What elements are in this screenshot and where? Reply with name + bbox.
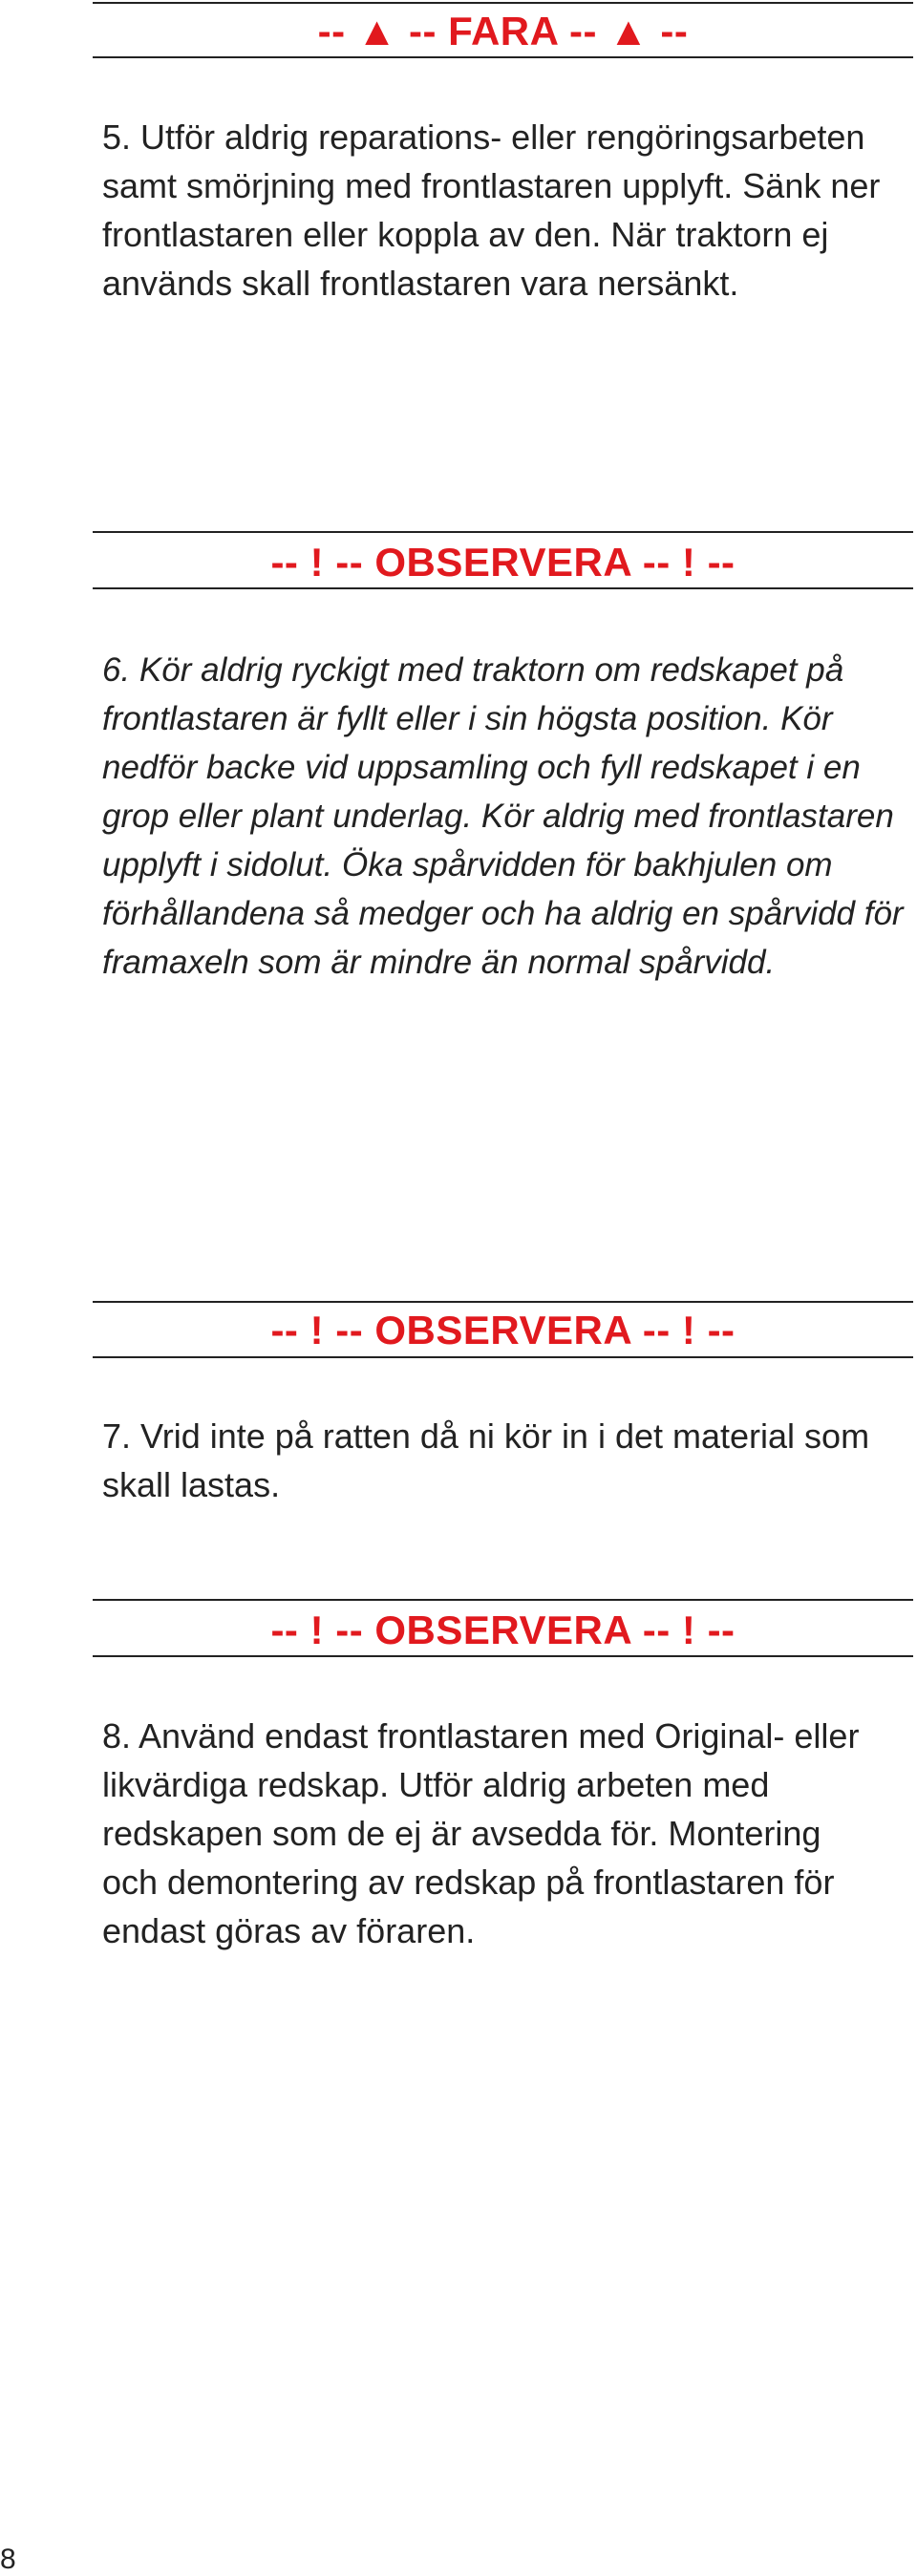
section-3-bottom-rule: [93, 1356, 913, 1358]
paragraph-5: 5. Utför aldrig reparations- eller rengöringsarbeten samt smörjning med frontlastaren upplyft. Sänk ner frontlastaren eller koppla av den. När traktorn ej används skall frontlastaren vara nersänkt.: [102, 117, 881, 303]
observe-heading-1: -- ! -- OBSERVERA -- ! --: [270, 540, 736, 585]
page-number: 8: [0, 2544, 16, 2575]
paragraph-7: 7. Vrid inte på ratten då ni kör in i det material som skall lastas.: [102, 1416, 870, 1504]
paragraph-8: 8. Använd endast frontlastaren med Original- eller likvärdiga redskap. Utför aldrig arbeten med redskapen som de ej är avsedda för. Montering och demontering av redskap på frontlastaren för endast göras av föraren.: [102, 1716, 860, 1950]
section-3-top-rule: [93, 1301, 913, 1303]
observe-heading-2: -- ! -- OBSERVERA -- ! --: [270, 1308, 736, 1352]
section-2-bottom-rule: [93, 587, 913, 589]
paragraph-6: 6. Kör aldrig ryckigt med traktorn om redskapet på frontlastaren är fyllt eller i sin högsta position. Kör nedför backe vid uppsamling och fyll redskapet i en grop eller plant underlag. Kör aldrig med frontlastaren upplyft i sidolut. Öka spårvidden för bakhjulen om förhållandena så medger och ha aldrig en spårvidd för framaxeln som är mindre än normal spårvidd.: [102, 651, 904, 981]
section-1-bottom-rule: [93, 56, 913, 58]
section-2-top-rule: [93, 531, 913, 533]
danger-heading: -- ▲ -- FARA -- ▲ --: [317, 9, 689, 53]
section-4-bottom-rule: [93, 1655, 913, 1657]
section-4-top-rule: [93, 1599, 913, 1601]
observe-heading-3: -- ! -- OBSERVERA -- ! --: [270, 1607, 736, 1652]
section-1-top-rule: [93, 2, 913, 4]
